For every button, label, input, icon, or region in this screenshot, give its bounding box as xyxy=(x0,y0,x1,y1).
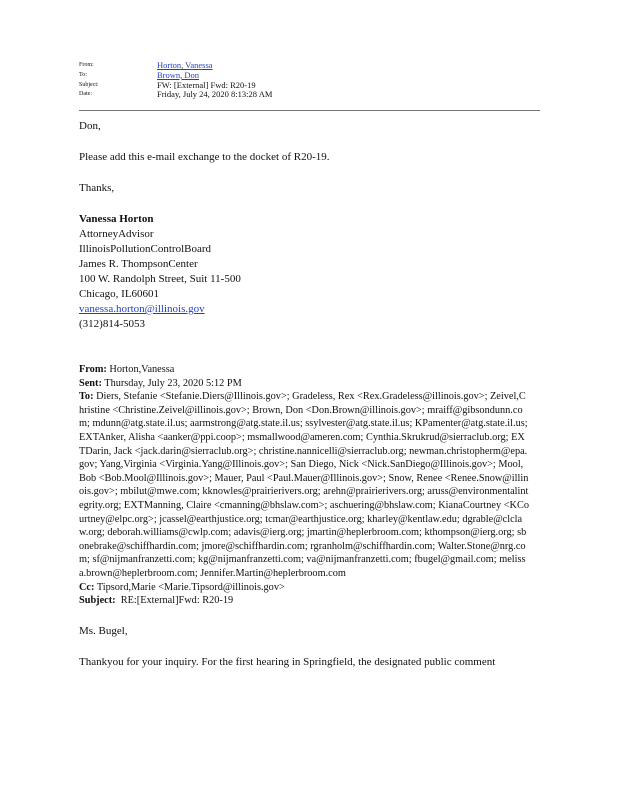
header-subject-value: FW: [External] Fwd: R20-19 xyxy=(157,79,256,90)
fw-subject-value: RE:[External]Fwd: R20-19 xyxy=(120,595,234,607)
header-to-link[interactable]: Brown, Don xyxy=(157,69,200,80)
header-divider xyxy=(79,110,540,111)
fw-from-value: Horton,Vanessa xyxy=(109,364,175,375)
email-header xyxy=(79,61,272,100)
signature-street: 100 W. Randolph Street, Suit 11-500 xyxy=(79,273,241,285)
signature-org: IllinoisPollutionControlBoard xyxy=(79,243,212,255)
message-text: Please add this e-mail exchange to the docket of R20-19. xyxy=(79,151,330,163)
reply-greeting: Ms. Bugel, xyxy=(79,624,128,637)
fw-sent-value: Thursday, July 23, 2020 5:12 PM xyxy=(104,377,242,389)
fw-cc-label: Cc: xyxy=(79,581,95,593)
signature-phone: (312)814-5053 xyxy=(79,318,145,330)
signature-name: Vanessa Horton xyxy=(79,213,154,225)
header-from-label: From: xyxy=(79,62,94,68)
signature-email-link[interactable]: vanessa.horton@illinois.gov xyxy=(79,303,205,315)
fw-to-row xyxy=(79,390,529,580)
signature-block xyxy=(79,212,519,332)
header-subject-label: Subject: xyxy=(79,81,99,88)
fw-to-value: Diers, Stefanie <Stefanie.Diers@Illinois.gov>; Gradeless, Rex <Rex.Gradeless@illinois.gov>; Zeivel,Christine <Christine.Zeivel@illinois.gov>; Brown, Don <Don.Brown@illinois.gov>; mraiff@gibsondunn.com; mdunn@atg.state.il.us; aarmstrong@atg.state.il.us; ssylvester@atg.state.il.us; KPamenter@atg.state.il.us; EXTAnker, Alisha <aanker@ppi.coop>; msmallwood@ameren.com; Cynthia.Skrukrud@sierraclub.org; EXTDarin, Jack <jack.darin@sierraclub.org>; christine.nannicelli@sierraclub.org; newman.christopherm@epa.gov; Yang,Virginia <Virginia.Yang@Illinois.gov>; San Diego, Nick <Nick.SanDiego@Illinois.gov>; Mool, Bob <Bob.Mool@Illinois.gov>; Mauer, Paul <Paul.Mauer@Illinois.gov>; Snow, Renee <Renee.Snow@illinois.gov>; mbilut@mwe.com; kknowles@prairierivers.org; arehn@prairierivers.org; aruss@environmentalintegrity.org; EXTManning, Claire <cmanning@bhslaw.com>; aschuering@bhslaw.com; KianaCourtney <KCourtney@elpc.org>; jcassel@earthjustice.org; tcmar@earthjustice.org; kharley@kentlaw.edu; dgrable@clclaw.org; deborah.williams@cwlp.com; adavis@ierg.org; jmartin@heplerbroom.com; kthompson@ierg.org; sbonebrake@schiffhardin.com; jmore@schiffhardin.com; rgranholm@schiffhardin.com; Walter.Stone@nrg.com; sf@nijmanfranzetti.com; kg@nijmanfranzetti.com; va@nijmanfranzetti.com; fbugel@gmail.com; melissa.brown@heplerbroom.com; Jennifer.Martin@heplerbroom.com xyxy=(79,391,529,579)
header-date-label: Date: xyxy=(79,91,92,98)
fw-sent-row xyxy=(79,377,529,391)
fw-cc-value: Tipsord,Marie <Marie.Tipsord@illinois.gov> xyxy=(96,581,285,593)
header-from-link[interactable]: Horton, Vanessa xyxy=(157,60,213,70)
signature-building: James R. ThompsonCenter xyxy=(79,258,198,270)
fw-sent-label: Sent: xyxy=(79,377,102,389)
forwarded-message-header xyxy=(79,363,529,608)
greeting: Don, xyxy=(79,120,101,132)
closing: Thanks, xyxy=(79,182,115,194)
header-to-label: To: xyxy=(79,71,87,78)
reply-text: Thankyou for your inquiry. For the first hearing in Springfield, the designated public comment xyxy=(79,655,496,668)
email-body xyxy=(79,119,529,670)
fw-subject-row xyxy=(79,594,529,608)
fw-to-label: To: xyxy=(79,391,94,403)
fw-subject-label: Subject: xyxy=(79,595,116,607)
fw-cc-row xyxy=(79,581,529,595)
signature-city: Chicago, IL60601 xyxy=(79,288,160,300)
header-date-value: Friday, July 24, 2020 8:13:28 AM xyxy=(157,89,273,100)
header-date-row xyxy=(79,90,272,100)
fw-from-label: From: xyxy=(79,364,107,375)
fw-from-row xyxy=(79,363,529,377)
signature-title: AttorneyAdvisor xyxy=(79,228,154,240)
